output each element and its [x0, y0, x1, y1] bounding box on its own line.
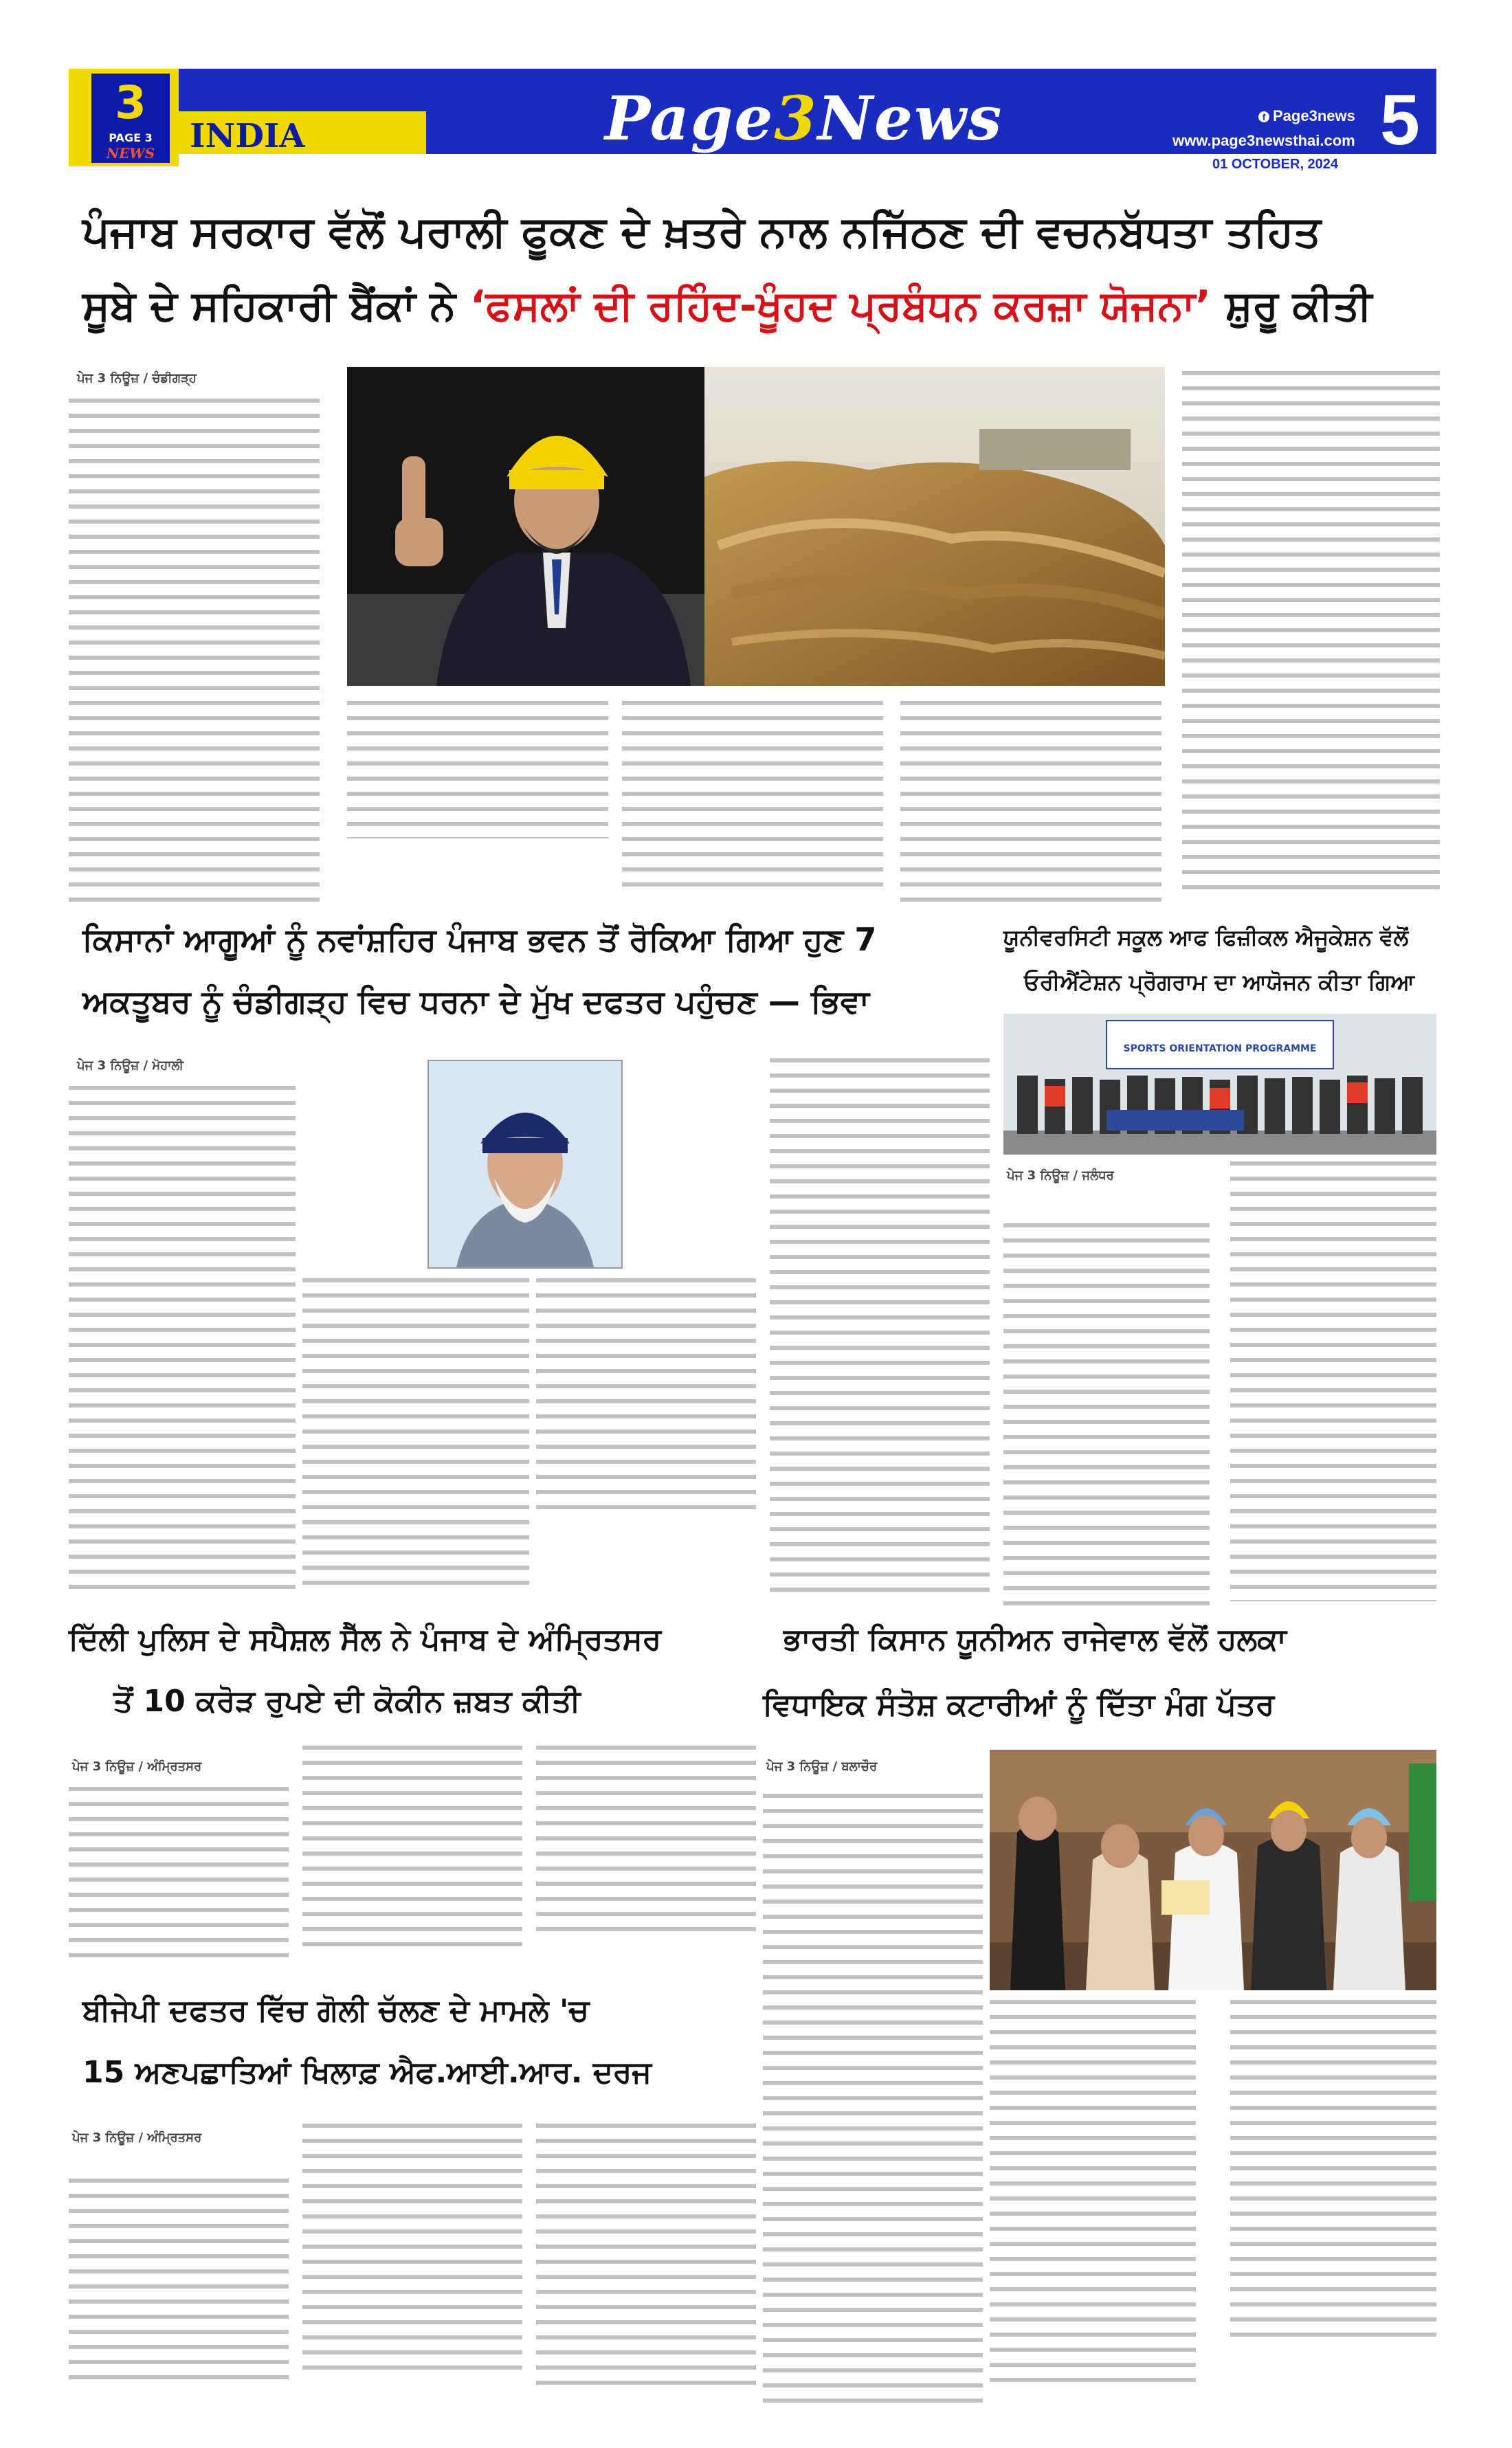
bjp-headline-line1[interactable]: ਬੀਜੇਪੀ ਦਫਤਰ ਵਿੱਚ ਗੋਲੀ ਚੱਲਣ ਦੇ ਮਾਮਲੇ 'ਚ — [82, 1993, 590, 2028]
farmers-headline-line2[interactable]: ਅਕਤੂਬਰ ਨੂੰ ਚੰਡੀਗੜ੍ਹ ਵਿਚ ਧਰਨਾ ਦੇ ਮੁੱਖ ਦਫਤਰ ਪਹੁੰਚਣ — ਭਿਵਾ — [82, 983, 869, 1020]
delhi-body-col1 — [69, 1787, 289, 1959]
top-photo[interactable] — [347, 367, 1165, 686]
top-headline-line2[interactable] — [82, 282, 1372, 330]
top-headline-scheme: ‘ਫਸਲਾਂ ਦੀ ਰਹਿੰਦ-ਖੂੰਹਦ ਪ੍ਰਬੰਧਨ ਕਰਜ਼ਾ ਯੋਜਨਾ’ — [469, 282, 1211, 330]
logo-text: PAGE 3 — [109, 131, 153, 144]
farmers-leader-photo[interactable] — [427, 1060, 623, 1269]
university-headline-line2[interactable]: ਓਰੀਐਂਟੇਸ਼ਨ ਪ੍ਰੋਗਰਾਮ ਦਾ ਆਯੋਜਨ ਕੀਤਾ ਗਿਆ — [1024, 969, 1415, 995]
logo-number: 3 — [115, 76, 146, 129]
bku-body-col3 — [1230, 2000, 1436, 2344]
top-byline: ਪੇਜ 3 ਨਿਊਜ਼ / ਚੰਡੀਗੜ੍ਹ — [77, 371, 197, 386]
page3-logo[interactable] — [89, 71, 172, 165]
delhi-headline-line2[interactable]: ਤੋਂ 10 ਕਰੋੜ ਰੁਪਏ ਦੀ ਕੋਕੀਨ ਜ਼ਬਤ ਕੀਤੀ — [113, 1684, 581, 1719]
delhi-body-col3 — [536, 1746, 756, 1938]
bjp-body-col1 — [69, 2179, 289, 2385]
svg-text:f: f — [1262, 112, 1266, 122]
banner-text: SPORTS ORIENTATION PROGRAMME — [1123, 1043, 1317, 1054]
brand-title[interactable] — [605, 82, 1003, 154]
issue-date: 01 OCTOBER, 2024 — [1212, 157, 1339, 172]
bjp-body-col3 — [536, 2124, 756, 2385]
farmers-body-col4 — [770, 1058, 990, 1594]
logo-news: NEWS — [106, 145, 155, 162]
top-body-col4 — [900, 701, 1161, 907]
farmers-body-col2 — [302, 1278, 529, 1594]
brand-right: News — [817, 82, 1003, 154]
top-body-col3 — [622, 701, 883, 893]
university-body-col1 — [1003, 1223, 1210, 1608]
university-body-col2 — [1230, 1161, 1436, 1601]
university-headline-line1[interactable]: ਯੂਨੀਵਰਸਿਟੀ ਸਕੂਲ ਆਫ ਫਿਜ਼ੀਕਲ ਐਜੂਕੇਸ਼ਨ ਵੱਲੋਂ — [1003, 924, 1409, 950]
bjp-body-col2 — [302, 2124, 522, 2371]
bku-headline-line2[interactable]: ਵਿਧਾਇਕ ਸੰਤੋਸ਼ ਕਟਾਰੀਆਂ ਨੂੰ ਦਿੱਤਾ ਮੰਗ ਪੱਤਰ — [763, 1687, 1275, 1722]
top-body-col2 — [347, 701, 608, 838]
website-link[interactable]: www.page3newsthai.com — [1172, 132, 1355, 149]
bku-byline: ਪੇਜ 3 ਨਿਊਜ਼ / ਬਲਾਚੌਰ — [766, 1759, 878, 1774]
memorandum-photo-graphic — [990, 1750, 1436, 1990]
social-handle[interactable] — [1258, 107, 1355, 125]
social-handle-text: Page3news — [1273, 107, 1355, 124]
facebook-icon — [1258, 111, 1270, 123]
delhi-body-col2 — [302, 1746, 522, 1952]
bku-body-col1 — [763, 1794, 983, 2412]
bku-body-col2 — [990, 2000, 1196, 2385]
university-photo[interactable] — [1003, 1014, 1436, 1155]
bjp-byline: ਪੇਜ 3 ਨਿਊਜ਼ / ਅੰਮ੍ਰਿਤਸਰ — [72, 2130, 202, 2145]
farmers-headline-line1[interactable]: ਕਿਸਾਨਾਂ ਆਗੂਆਂ ਨੂੰ ਨਵਾਂਸ਼ਹਿਰ ਪੰਜਾਬ ਭਵਨ ਤੋਂ ਰੋਕਿਆ ਗਿਆ ਹੁਣ 7 — [82, 921, 877, 958]
delhi-headline-line1[interactable]: ਦਿੱਲੀ ਪੁਲਿਸ ਦੇ ਸਪੈਸ਼ਲ ਸੈੱਲ ਨੇ ਪੰਜਾਬ ਦੇ ਅੰਮ੍ਰਿਤਸਰ — [69, 1622, 662, 1657]
brand-left: Page — [605, 82, 775, 154]
top-body-col1 — [69, 399, 320, 907]
farmers-byline: ਪੇਜ 3 ਨਿਊਜ਼ / ਮੋਹਾਲੀ — [77, 1058, 184, 1073]
farmers-body-col3 — [536, 1278, 756, 1512]
bjp-headline-line2[interactable]: 15 ਅਣਪਛਾਤਿਆਂ ਖਿਲਾਫ਼ ਐਫ.ਆਈ.ਆਰ. ਦਰਜ — [82, 2055, 652, 2090]
university-byline: ਪੇਜ 3 ਨਿਊਜ਼ / ਜਲੰਧਰ — [1007, 1168, 1114, 1183]
top-headline-post: ਸ਼ੁਰੂ ਕੀਤੀ — [1210, 282, 1372, 330]
delhi-byline: ਪੇਜ 3 ਨਿਊਜ਼ / ਅੰਮ੍ਰਿਤਸਰ — [72, 1759, 202, 1774]
bku-photo[interactable] — [990, 1750, 1436, 1990]
section-label: INDIA — [190, 117, 305, 155]
top-headline-pre: ਸੂਬੇ ਦੇ ਸਹਿਕਾਰੀ ਬੈਂਕਾਂ ਨੇ — [82, 282, 470, 330]
group-photo-graphic — [1003, 1014, 1436, 1155]
farmers-body-col1 — [69, 1086, 296, 1594]
top-photo-graphic — [347, 367, 1165, 686]
page-number: 5 — [1380, 80, 1420, 160]
bku-headline-line1[interactable]: ਭਾਰਤੀ ਕਿਸਾਨ ਯੂਨੀਅਨ ਰਾਜੇਵਾਲ ਵੱਲੋਂ ਹਲਕਾ — [783, 1622, 1287, 1657]
portrait-graphic — [429, 1061, 621, 1267]
brand-three: 3 — [774, 82, 818, 154]
top-headline-line1[interactable]: ਪੰਜਾਬ ਸਰਕਾਰ ਵੱਲੋਂ ਪਰਾਲੀ ਫੂਕਣ ਦੇ ਖ਼ਤਰੇ ਨਾਲ ਨਜਿੱਠਣ ਦੀ ਵਚਨਬੱਧਤਾ ਤਹਿਤ — [82, 206, 1322, 256]
top-body-col5 — [1182, 371, 1440, 893]
